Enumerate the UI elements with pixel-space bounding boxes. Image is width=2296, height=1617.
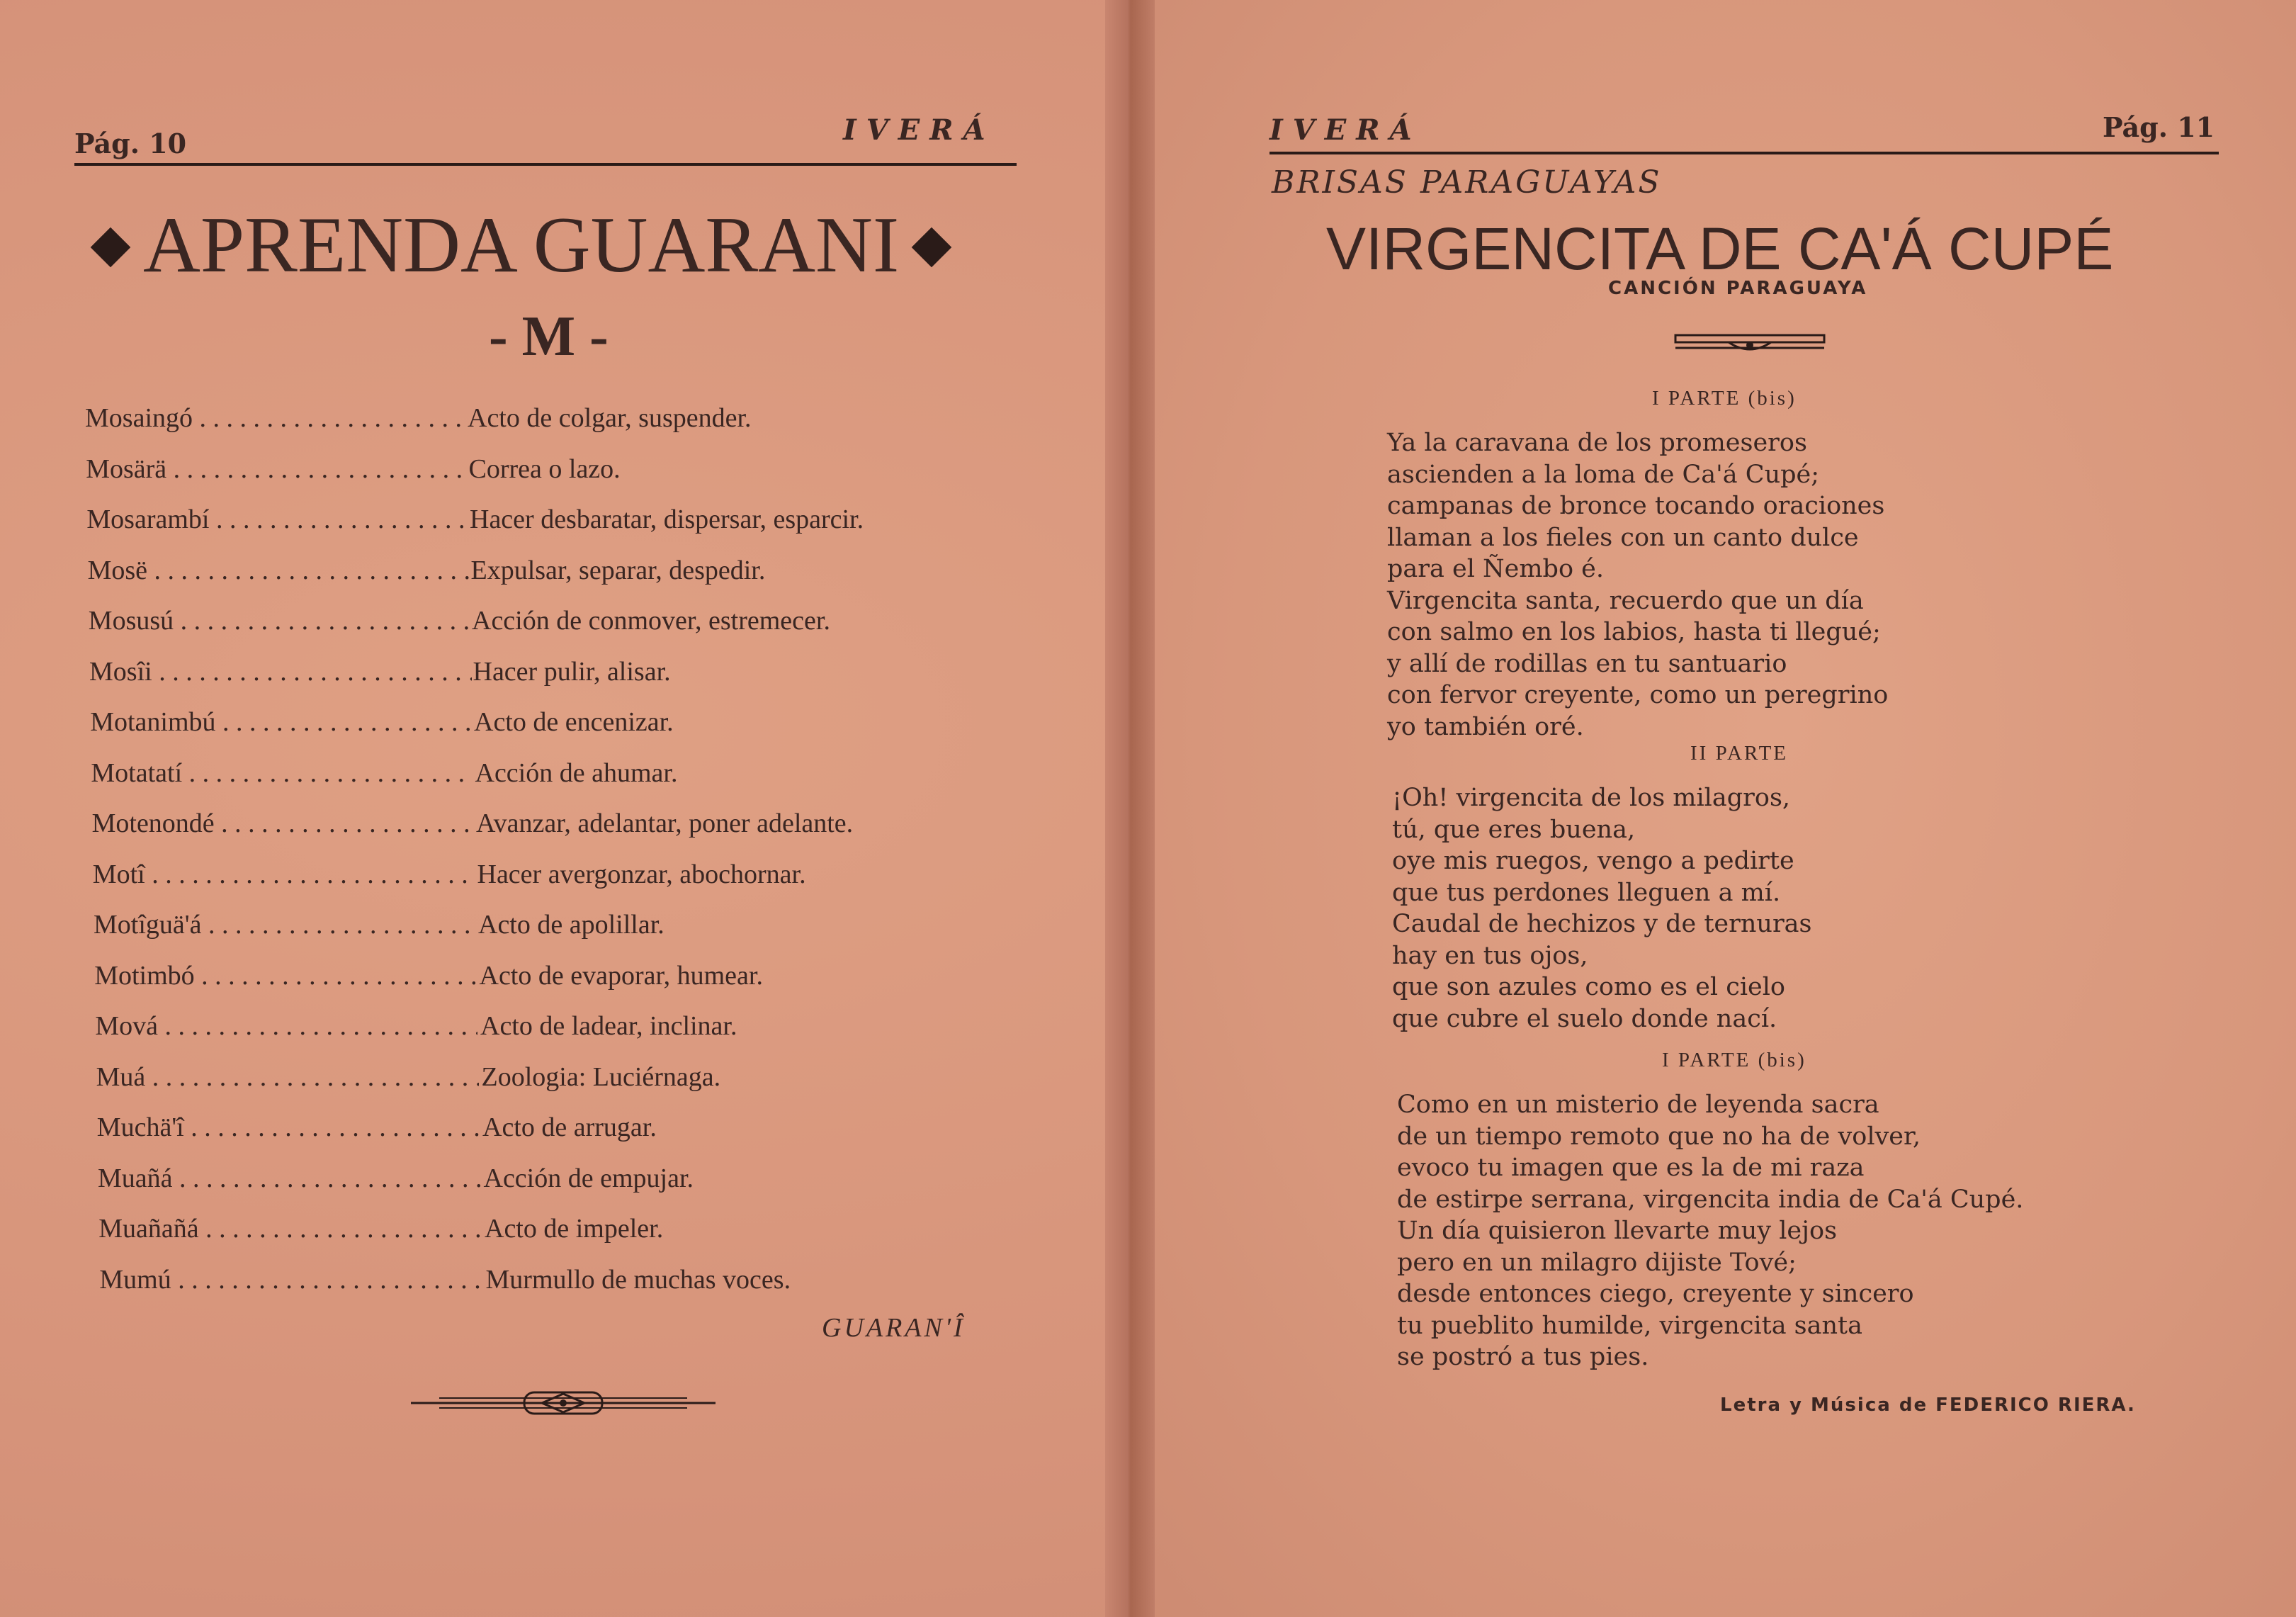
vocab-term: Motî . . . xyxy=(93,859,475,890)
left-header-title: IVERÁ xyxy=(843,113,995,147)
verse-line: de un tiempo remoto que no ha de volver, xyxy=(1397,1122,1921,1151)
vocab-entry xyxy=(85,453,1020,505)
verse-line: y allí de rodillas en tu santuario xyxy=(1387,649,1787,678)
stanza-1 xyxy=(1387,427,1888,743)
verse-line: de estirpe serrana, virgencita india de Ca'á Cupé. xyxy=(1397,1185,2024,1214)
vocab-definition: Acto de encenizar. xyxy=(474,707,674,737)
vocab-definition: Acto de ladear, inclinar. xyxy=(480,1011,737,1041)
vocab-term: Mosîi . . . xyxy=(89,656,472,687)
vocab-definition: Hacer pulir, alisar. xyxy=(473,656,671,687)
vocab-definition: Hacer desbaratar, dispersar, esparcir. xyxy=(470,505,864,534)
verse-line: tu pueblito humilde, virgencita santa xyxy=(1397,1311,1862,1340)
vocab-definition: Murmullo de muchas voces. xyxy=(485,1264,791,1295)
diamond-ornament-icon xyxy=(912,227,952,268)
verse-line: evoco tu imagen que es la de mi raza xyxy=(1397,1154,1865,1182)
verse-line: que tus perdones lleguen a mí. xyxy=(1392,878,1781,907)
verse-line: para el Ñembo é. xyxy=(1387,555,1604,583)
ornament-divider-icon xyxy=(411,1385,716,1421)
song-title: VIRGENCITA DE CA'Á CUPÉ xyxy=(1326,215,2114,282)
left-signature: GUARAN'Î xyxy=(822,1313,966,1343)
verse-line: ascienden a la loma de Ca'á Cupé; xyxy=(1387,460,1820,489)
left-page-number: Pág. 10 xyxy=(74,128,187,159)
vocab-definition: Acción de empujar. xyxy=(483,1163,694,1193)
vocab-term: Muá . . . xyxy=(96,1061,479,1093)
vocab-term: Mosusú . . . xyxy=(89,605,471,636)
vocab-entry xyxy=(85,1264,1020,1315)
verse-line: yo también oré. xyxy=(1387,712,1584,741)
verse-line: oye mis ruegos, vengo a pedirte xyxy=(1392,847,1794,875)
vocab-entry xyxy=(85,656,1020,707)
vocab-entry xyxy=(85,1010,1020,1061)
part-label: I PARTE (bis) xyxy=(1662,1049,1806,1071)
verse-line: Ya la caravana de los promeseros xyxy=(1387,429,1807,457)
verse-line: Un día quisieron llevarte muy lejos xyxy=(1397,1217,1838,1245)
verse-line: que cubre el suelo donde nací. xyxy=(1392,1004,1777,1033)
vocab-term: Muañá . . . xyxy=(98,1163,480,1194)
vocab-definition: Zoologia: Luciérnaga. xyxy=(481,1061,721,1092)
vocab-entry xyxy=(85,859,1020,910)
part-label: II PARTE xyxy=(1690,742,1789,765)
vocab-entry xyxy=(85,1213,1020,1264)
vocab-entry xyxy=(85,909,1020,960)
vocab-term: Mová . . . xyxy=(95,1010,477,1042)
vocab-term: Muchä'î . . . xyxy=(97,1112,480,1143)
song-subtitle: CANCIÓN PARAGUAYA xyxy=(1608,278,1868,299)
vocab-entry xyxy=(85,1112,1020,1163)
vocab-term: Mosaingó . . . xyxy=(85,402,468,434)
vocab-entry xyxy=(85,706,1020,757)
stanza-2 xyxy=(1392,782,1812,1035)
vocab-definition: Acto de impeler. xyxy=(485,1214,664,1244)
vocab-entry xyxy=(85,960,1020,1011)
verse-line: que son azules como es el cielo xyxy=(1392,973,1785,1001)
vocab-term: Motimbó . . . xyxy=(94,960,477,991)
part-label: I PARTE (bis) xyxy=(1652,387,1797,410)
stanza-3 xyxy=(1397,1089,2023,1373)
vocab-entry xyxy=(85,808,1020,859)
vocab-entry xyxy=(85,555,1020,606)
verse-line: campanas de bronce tocando oraciones xyxy=(1387,492,1885,520)
vocab-definition: Correa o lazo. xyxy=(468,453,621,484)
vocab-term: Mosarambí . . . xyxy=(86,504,469,535)
page-title-left xyxy=(78,200,1027,292)
vocab-definition: Acto de colgar, suspender. xyxy=(468,403,752,433)
vocab-term: Mosë . . . xyxy=(88,555,470,586)
vocab-entry xyxy=(85,402,1020,453)
vocab-entry xyxy=(85,757,1020,808)
vocab-term: Motenondé . . . xyxy=(92,808,475,839)
verse-line: Como en un misterio de leyenda sacra xyxy=(1397,1091,1879,1119)
vocab-entry xyxy=(85,1061,1020,1112)
vocab-entry xyxy=(85,605,1020,656)
section-heading: BRISAS PARAGUAYAS xyxy=(1272,164,1662,201)
verse-line: hay en tus ojos, xyxy=(1392,941,1588,970)
verse-line: llaman a los fieles con un canto dulce xyxy=(1387,523,1859,552)
vocab-term: Motanimbú . . . xyxy=(90,706,473,738)
verse-line: con fervor creyente, como un peregrino xyxy=(1387,681,1889,709)
section-letter: - M - xyxy=(489,305,609,368)
vocab-term: Mosärä . . . xyxy=(86,453,468,485)
vocab-term: Motatatí . . . xyxy=(91,757,473,789)
vocab-definition: Avanzar, adelantar, poner adelante. xyxy=(476,808,854,838)
left-header-rule xyxy=(74,163,1017,166)
vocab-term: Mumú . . . xyxy=(99,1264,482,1295)
verse-line: Caudal de hechizos y de ternuras xyxy=(1392,910,1812,938)
verse-line: Virgencita santa, recuerdo que un día xyxy=(1387,586,1864,615)
vocab-entry xyxy=(85,1163,1020,1214)
vocab-definition: Acto de arrugar. xyxy=(482,1112,657,1142)
vocab-definition: Acto de apolillar. xyxy=(478,910,665,940)
verse-line: pero en un milagro dijiste Tové; xyxy=(1397,1248,1797,1277)
vocab-definition: Acción de ahumar. xyxy=(475,757,678,788)
vocab-definition: Hacer avergonzar, abochornar. xyxy=(477,859,806,889)
song-credit: Letra y Música de FEDERICO RIERA. xyxy=(1720,1395,2136,1416)
book-gutter xyxy=(1105,0,1155,1617)
verse-line: ¡Oh! virgencita de los milagros, xyxy=(1392,784,1791,812)
vocabulary-list xyxy=(85,402,1020,1314)
right-header-rule xyxy=(1269,152,2219,154)
ornament-divider-icon xyxy=(1672,329,1828,358)
right-header-title: IVERÁ xyxy=(1269,113,1422,147)
vocab-entry xyxy=(85,504,1020,555)
verse-line: con salmo en los labios, hasta ti llegué; xyxy=(1387,618,1881,646)
vocab-term: Motîguä'á . . . xyxy=(94,909,476,940)
right-page-number: Pág. 11 xyxy=(2103,111,2215,143)
vocab-definition: Acción de conmover, estremecer. xyxy=(472,606,830,636)
vocab-definition: Acto de evaporar, humear. xyxy=(479,960,763,991)
diamond-ornament-icon xyxy=(91,227,131,268)
vocab-definition: Expulsar, separar, despedir. xyxy=(470,555,766,585)
verse-line: tú, que eres buena, xyxy=(1392,815,1636,844)
vocab-term: Muañañá . . . xyxy=(98,1213,481,1244)
verse-line: se postró a tus pies. xyxy=(1397,1343,1649,1371)
verse-line: desde entonces ciego, creyente y sincero xyxy=(1397,1280,1914,1308)
aprenda-guarani-title: APRENDA GUARANI xyxy=(143,201,900,289)
